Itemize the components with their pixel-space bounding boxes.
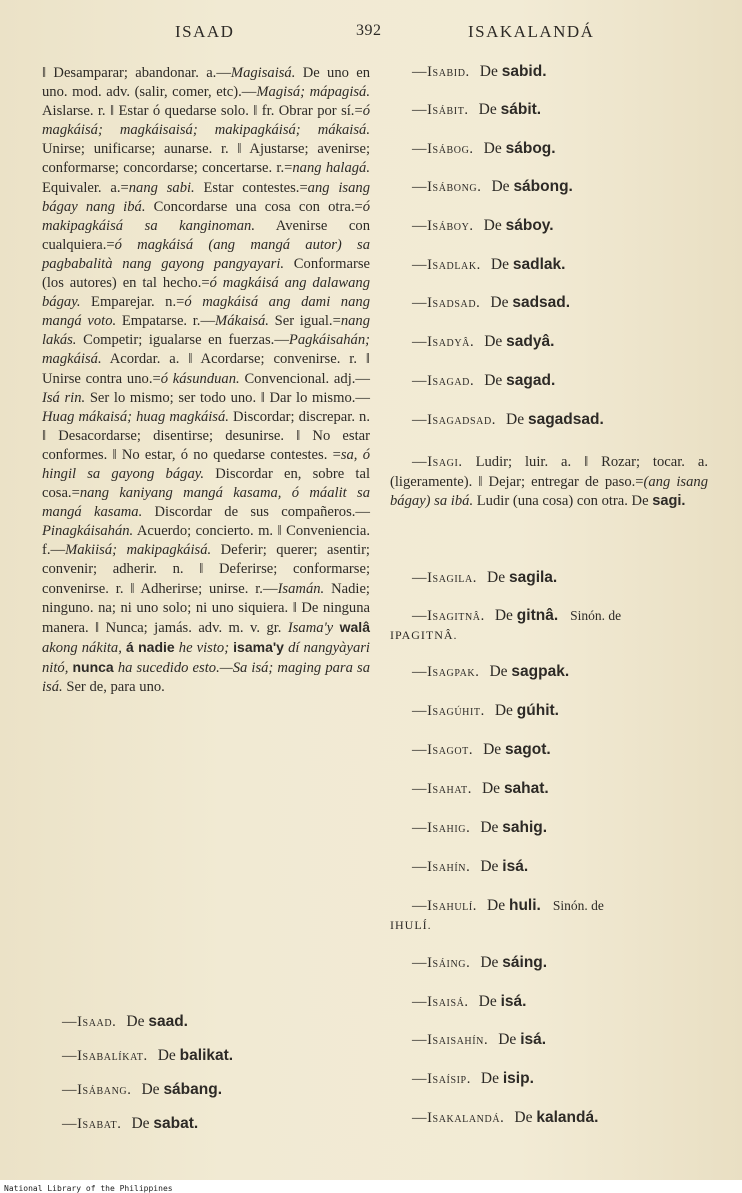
tagalog-run: Isamán. [277,580,325,597]
root-word: sagot. [505,741,551,758]
headword: —Isaísip. [412,1071,471,1087]
tagalog-run: nang halagá. [292,160,370,177]
cross-ref-entry [412,100,541,120]
headword: —Isabat. [62,1116,122,1132]
text-run: Ser igual.= [268,313,341,330]
tagalog-run: nang kaniyang mangá kasama, ó máalit sa mangá kasama. [42,485,370,521]
tagalog-run: ang isang bágay nang ibá. [42,179,370,215]
text-run: Convencional. adj.— [239,370,371,387]
bold-run: walâ [339,618,370,635]
header-right-guide-word: ISAKALANDÁ [468,22,595,41]
headword: —Isábit. [412,102,469,118]
header-left-guide-word: ISAAD [175,22,235,41]
de-label: De [487,897,506,914]
cross-ref-entry [412,740,551,760]
bold-run: isama'y [233,638,284,655]
root-word: gitnâ. [516,607,559,624]
cross-ref-entry [412,371,555,391]
de-label: De [478,101,497,118]
cross-ref-entry [412,410,604,430]
tagalog-run: ha sucedido esto.—Sa isá; maging para sa isá. [42,659,370,695]
de-label: De [490,294,509,311]
left-column-entry-text [42,64,370,697]
cross-ref-entry [412,293,570,313]
de-label: De [480,819,499,836]
cross-ref-entry [412,953,547,973]
tagalog-run: sa, ó hingil sa gayong bágay. [42,446,370,482]
headword: —Isaisá. [412,994,469,1010]
text-run: Avenirse con cualquiera.= [42,217,370,253]
root-word: sadyâ. [506,333,555,350]
text-run: Discordar en, sobre tal cosa.= [42,465,370,502]
cross-ref-entry [412,216,554,236]
de-label: De [491,178,510,195]
root-word: sadsad. [512,294,571,311]
root-word: saad. [148,1013,188,1030]
root-word: sáing. [502,954,548,971]
headword: —Isadlak. [412,257,481,273]
headword: —Isahat. [412,781,472,797]
de-label: De [478,993,497,1010]
headword: —Isagi. [412,454,463,470]
de-label: De [494,702,513,719]
headword: —Isáboy. [412,218,474,234]
bold-run: nunca [72,658,114,675]
headword: —Isadyâ. [412,334,475,350]
text-run: Nadie; ninguno. na; ni uno solo; ni uno siquiera. ‖ De ninguna manera. ‖ Nunca; jamás. adv. m. v. gr. [42,580,370,636]
cross-ref-entry [412,62,547,82]
text-run: Acuerdo; concierto. m. ‖ Conveniencia. f.— [42,523,370,559]
text-run: Empatarse. r.— [116,313,216,330]
headword: —Isabalíkat. [62,1048,148,1064]
root-word: sábit. [500,101,542,118]
headword: —Isagitnâ. [412,608,485,624]
cross-ref-entry [412,779,549,799]
cross-ref-entry [412,1069,534,1089]
cross-ref-entry [412,255,565,275]
text-run: Ser de, para uno. [62,679,165,695]
headword: —Isagadsad. [412,412,497,428]
text-run: Ludir; luir. a. ‖ Rozar; tocar. a. (ligeramente). ‖ Dejar; entregar de paso.= [390,454,708,490]
cross-ref-entry [412,662,569,682]
root-word: sagi. [652,493,686,509]
cross-ref-entry [412,992,526,1012]
root-word: sábong. [513,178,573,195]
cross-ref-entry [62,1080,222,1100]
page-number: 392 [356,22,382,39]
cross-ref-entry [412,701,559,721]
headword: —Isaad. [62,1014,117,1030]
de-label: De [157,1047,176,1064]
tagalog-run: nang lakás. [42,313,370,349]
tagalog-run: dí nangyàyari nitó, [42,639,370,676]
tagalog-run: nang sabi. [128,179,195,196]
text-run: De uno en uno. mod. adv. (salir, comer, etc).— [42,65,370,101]
tagalog-run: Mákaisá. [215,313,269,330]
headword: —Isagila. [412,570,478,586]
isagi-paragraph [390,453,708,512]
de-label: De [483,217,502,234]
root-word: sábang. [163,1081,223,1098]
cross-ref-entry [412,896,604,916]
headword: —Isagpak. [412,664,480,680]
tagalog-run: (ang isang bágay) sa ibá. [390,473,708,509]
cross-ref-entry [412,857,528,877]
de-label: De [141,1081,160,1098]
de-label: De [484,333,503,350]
root-word: sagad. [506,372,556,389]
tagalog-run: Magisaisá. [230,65,296,81]
cross-ref-entry [412,177,573,197]
de-label: De [483,140,502,157]
headword: —Isahulí. [412,898,478,914]
text-run: Concordarse una cosa con otra.= [145,198,363,215]
synonym-note: Sinón. de [570,608,622,623]
cross-ref-entry [62,1114,198,1134]
headword: —Isáing. [412,955,471,971]
text-run: Acordar. a. ‖ Acordarse; convenirse. r. ‖ Unirse contra uno.= [42,351,370,387]
tagalog-run: Pagkáisahán; magkáisá. [42,332,370,368]
de-label: De [489,663,508,680]
de-label: De [483,741,502,758]
cross-ref-entry [412,606,621,626]
root-word: sabid. [501,63,547,80]
de-label: De [480,858,499,875]
tagalog-run: Pinagkáisahán. [42,523,134,540]
headword: —Isabid. [412,64,470,80]
root-word: sagpak. [511,663,570,680]
de-label: De [498,1031,517,1048]
de-label: De [131,1115,150,1132]
tagalog-run: ó magkáisá; magkáisaisá; makipagkáisá; mákaisá. [42,103,370,139]
de-label: De [479,63,498,80]
headword: —Isagad. [412,373,475,389]
text-run: Discordar; discrepar. n. ‖ Desacordarse; disentirse; desunirse. ‖ No estar conformes. ‖ No estar, ó no quedarse contestes. = [42,408,370,463]
headword: —Isábang. [62,1082,132,1098]
text-run: Unirse; unificarse; aunarse. r. ‖ Ajustarse; avenirse; conformarse; concordarse; concertarse. r.= [42,141,370,177]
cross-ref-entry [412,332,554,352]
synonym-continuation: IHULÍ. [390,918,432,932]
tagalog-run: ó kásunduan. [160,370,240,387]
root-word: balikat. [179,1047,234,1064]
text-run: Discordar de sus compañeros.— [142,504,370,521]
de-label: De [480,1070,499,1087]
cross-ref-entry [412,818,547,838]
headword: —Isagúhit. [412,703,485,719]
text-run: Competir; igualarse en fuerzas.— [76,332,289,349]
text-run: Deferir; querer; asentir; convenir; adherir. n. ‖ Deferirse; conformarse; convenirse. r. ‖ Adherirse; unirse. r.— [42,542,370,597]
de-label: De [484,372,503,389]
root-word: sagila. [508,569,558,586]
tagalog-run: ó magkáisá (ang mangá autor) sa pagbabalità nang gayong pangyayari. [42,236,370,272]
de-label: De [126,1013,145,1030]
text-run: Emparejar. n.= [80,294,185,311]
root-word: isip. [502,1070,534,1087]
tagalog-run: Huag mákaisá; huag magkáisá. [42,408,229,425]
tagalog-run: ó magkáisá ang dalawang bágay. [42,275,370,311]
headword: —Isahín. [412,859,471,875]
isa-entry-continuation [42,64,370,697]
text-run: Equivaler. a.= [42,179,129,196]
text-run: Ser lo mismo; ser todo uno. ‖ Dar lo mismo.— [85,389,370,406]
headword: —Isadsad. [412,295,481,311]
root-word: sáboy. [505,217,554,234]
root-word: sábog. [505,140,556,157]
tagalog-run: Isá rin. [42,389,86,406]
de-label: De [481,780,501,797]
headword: —Isaisahín. [412,1032,489,1048]
cross-ref-entry [412,568,557,588]
root-word: sahig. [502,819,548,836]
root-word: sadlak. [512,256,566,273]
root-word: isá. [502,858,529,875]
de-label: De [487,569,506,586]
de-label: De [514,1109,533,1126]
text-run: Aislarse. r. ‖ Estar ó quedarse solo. ‖ fr. Obrar por sí.= [42,103,363,120]
text-run: Conformarse (los autores) en tal hecho.= [42,255,370,292]
headword: —Isakalandá. [412,1110,505,1126]
root-word: sabat. [153,1115,199,1132]
cross-ref-entry [62,1012,188,1032]
root-word: isá. [520,1031,547,1048]
tagalog-run: Isama'y [287,619,334,636]
root-word: isá. [500,993,527,1010]
headword: —Isábog. [412,141,474,157]
running-header [0,22,742,46]
cross-ref-entry [412,1030,546,1050]
headword: —Isahig. [412,820,471,836]
cross-ref-entry [62,1046,233,1066]
de-label: De [494,607,513,624]
tagalog-run: ó magkáisá ang dami nang mangá voto. [42,294,370,330]
text-run: Ludir (una cosa) con otra. De [473,493,653,509]
tagalog-run: Makiisá; makipagkáisá. [65,542,212,559]
text-run: ‖ Desamparar; abandonar. a.— [42,65,231,81]
headword: —Isábong. [412,179,482,195]
root-word: huli. [508,897,541,914]
headword: —Isagot. [412,742,474,758]
library-watermark: National Library of the Philippines [4,1184,173,1193]
tagalog-run: Magisá; mápagisá. [256,84,370,101]
text-run: Estar contestes.= [194,179,308,196]
synonym-note: Sinón. de [552,898,604,913]
cross-ref-entry [412,139,556,159]
cross-ref-entry [412,1108,598,1128]
de-label: De [480,954,499,971]
bold-run: á nadie [125,638,175,655]
de-label: De [506,411,525,428]
root-word: gúhit. [516,702,559,719]
synonym-continuation: IPAGITNÂ. [390,628,458,642]
root-word: sahat. [503,780,549,797]
tagalog-run: akong nákita, [42,639,122,656]
de-label: De [490,256,509,273]
isagi-entry [390,453,708,512]
root-word: kalandá. [536,1109,599,1126]
tagalog-run: he visto; [178,639,230,656]
tagalog-run: ó makipagkáisá sa kanginoman. [42,198,370,234]
root-word: sagadsad. [527,411,604,428]
